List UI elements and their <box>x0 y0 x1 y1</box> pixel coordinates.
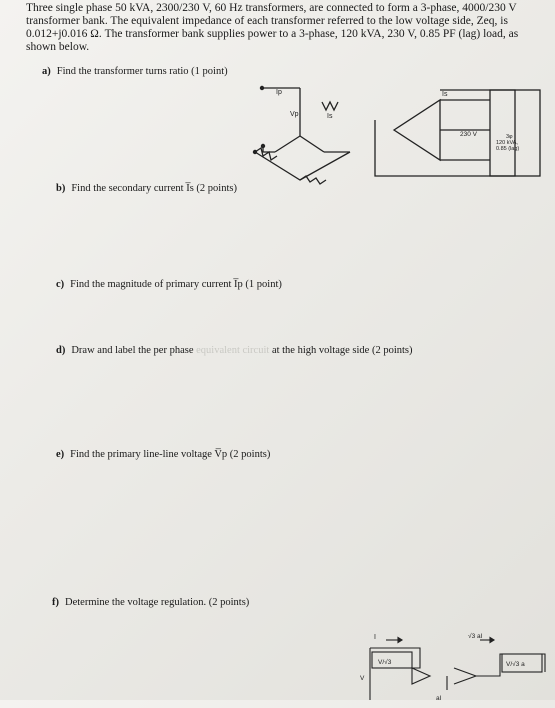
question-label: b) <box>56 183 66 194</box>
question-text-a: Draw and label the per phase <box>71 345 197 356</box>
secondary-coil-1 <box>322 102 338 110</box>
question-a <box>42 66 228 77</box>
question-label: e) <box>56 449 65 460</box>
v-sqrt3-label: V/√3 <box>378 659 392 666</box>
i-label: I <box>374 634 376 641</box>
terminal-node <box>261 144 265 148</box>
question-label: d) <box>56 345 66 356</box>
arrow-head-2 <box>490 638 494 643</box>
question-label: f) <box>52 597 59 608</box>
transformer-bank-diagram <box>0 80 555 270</box>
question-d <box>56 345 413 356</box>
question-b <box>56 183 237 194</box>
question-text: Find the transformer turns ratio (1 point) <box>56 66 228 77</box>
terminal-node <box>253 150 257 154</box>
voltage-label: 230 V <box>460 131 477 138</box>
wye-leg-left <box>275 136 300 152</box>
problem-statement <box>26 2 536 54</box>
intro-line-4: shown below. <box>26 41 90 53</box>
v-label: V <box>360 675 365 682</box>
wye-leg-right <box>300 136 324 152</box>
question-f <box>52 597 249 608</box>
ideal-transformer <box>454 668 476 684</box>
question-text: Find the secondary current I̅s (2 points) <box>71 183 237 194</box>
question-text: Determine the voltage regulation. (2 points) <box>65 597 250 608</box>
question-text-b: at the high voltage side (2 points) <box>269 345 413 356</box>
secondary-coil-3 <box>300 176 326 184</box>
load-line-3: 0.85 (lag) <box>496 146 520 152</box>
delta-side <box>255 152 350 180</box>
v-sqrt3a-label: V/√3 a <box>506 661 525 668</box>
is-label-2: Is <box>442 91 448 98</box>
load-line-2: 120 kVA, <box>496 140 518 146</box>
load-line-1: 3φ <box>506 134 513 140</box>
question-c <box>56 279 282 290</box>
ai-label: aI <box>436 695 442 702</box>
intro-line-1: Three single phase 50 kVA, 2300/230 V, 60 Hz transformers, are connected to form a 3-phase, 4000/230 V <box>26 2 517 14</box>
arrow-head <box>398 638 402 643</box>
outer-loop <box>375 90 515 176</box>
intro-line-3: 0.012+j0.016 Ω. The transformer bank supplies power to a 3-phase, 120 kVA, 230 V, 0.85 PF (lag) load, as <box>26 28 519 40</box>
question-text-faint: equivalent circuit <box>196 345 270 356</box>
terminal-node <box>260 86 264 90</box>
ip-label: Ip <box>276 89 282 96</box>
question-e <box>56 449 270 460</box>
question-text: Find the magnitude of primary current I̅p (1 point) <box>70 279 282 290</box>
sqrt3-ai-label: √3 aI <box>468 633 483 640</box>
delta-triangle <box>394 100 440 160</box>
question-text: Find the primary line-line voltage V̅p (2 points) <box>70 449 271 460</box>
bottom-circuit-diagram <box>0 628 555 708</box>
question-label: a) <box>42 66 51 77</box>
is-label: Is <box>327 113 333 120</box>
question-label: c) <box>56 279 65 290</box>
transformer-triangle <box>412 668 430 684</box>
intro-line-2: transformer bank. The equivalent impedance of each transformer referred to the low voltage side, Zeq, is <box>26 15 508 27</box>
vp-label: Vp <box>290 111 299 118</box>
